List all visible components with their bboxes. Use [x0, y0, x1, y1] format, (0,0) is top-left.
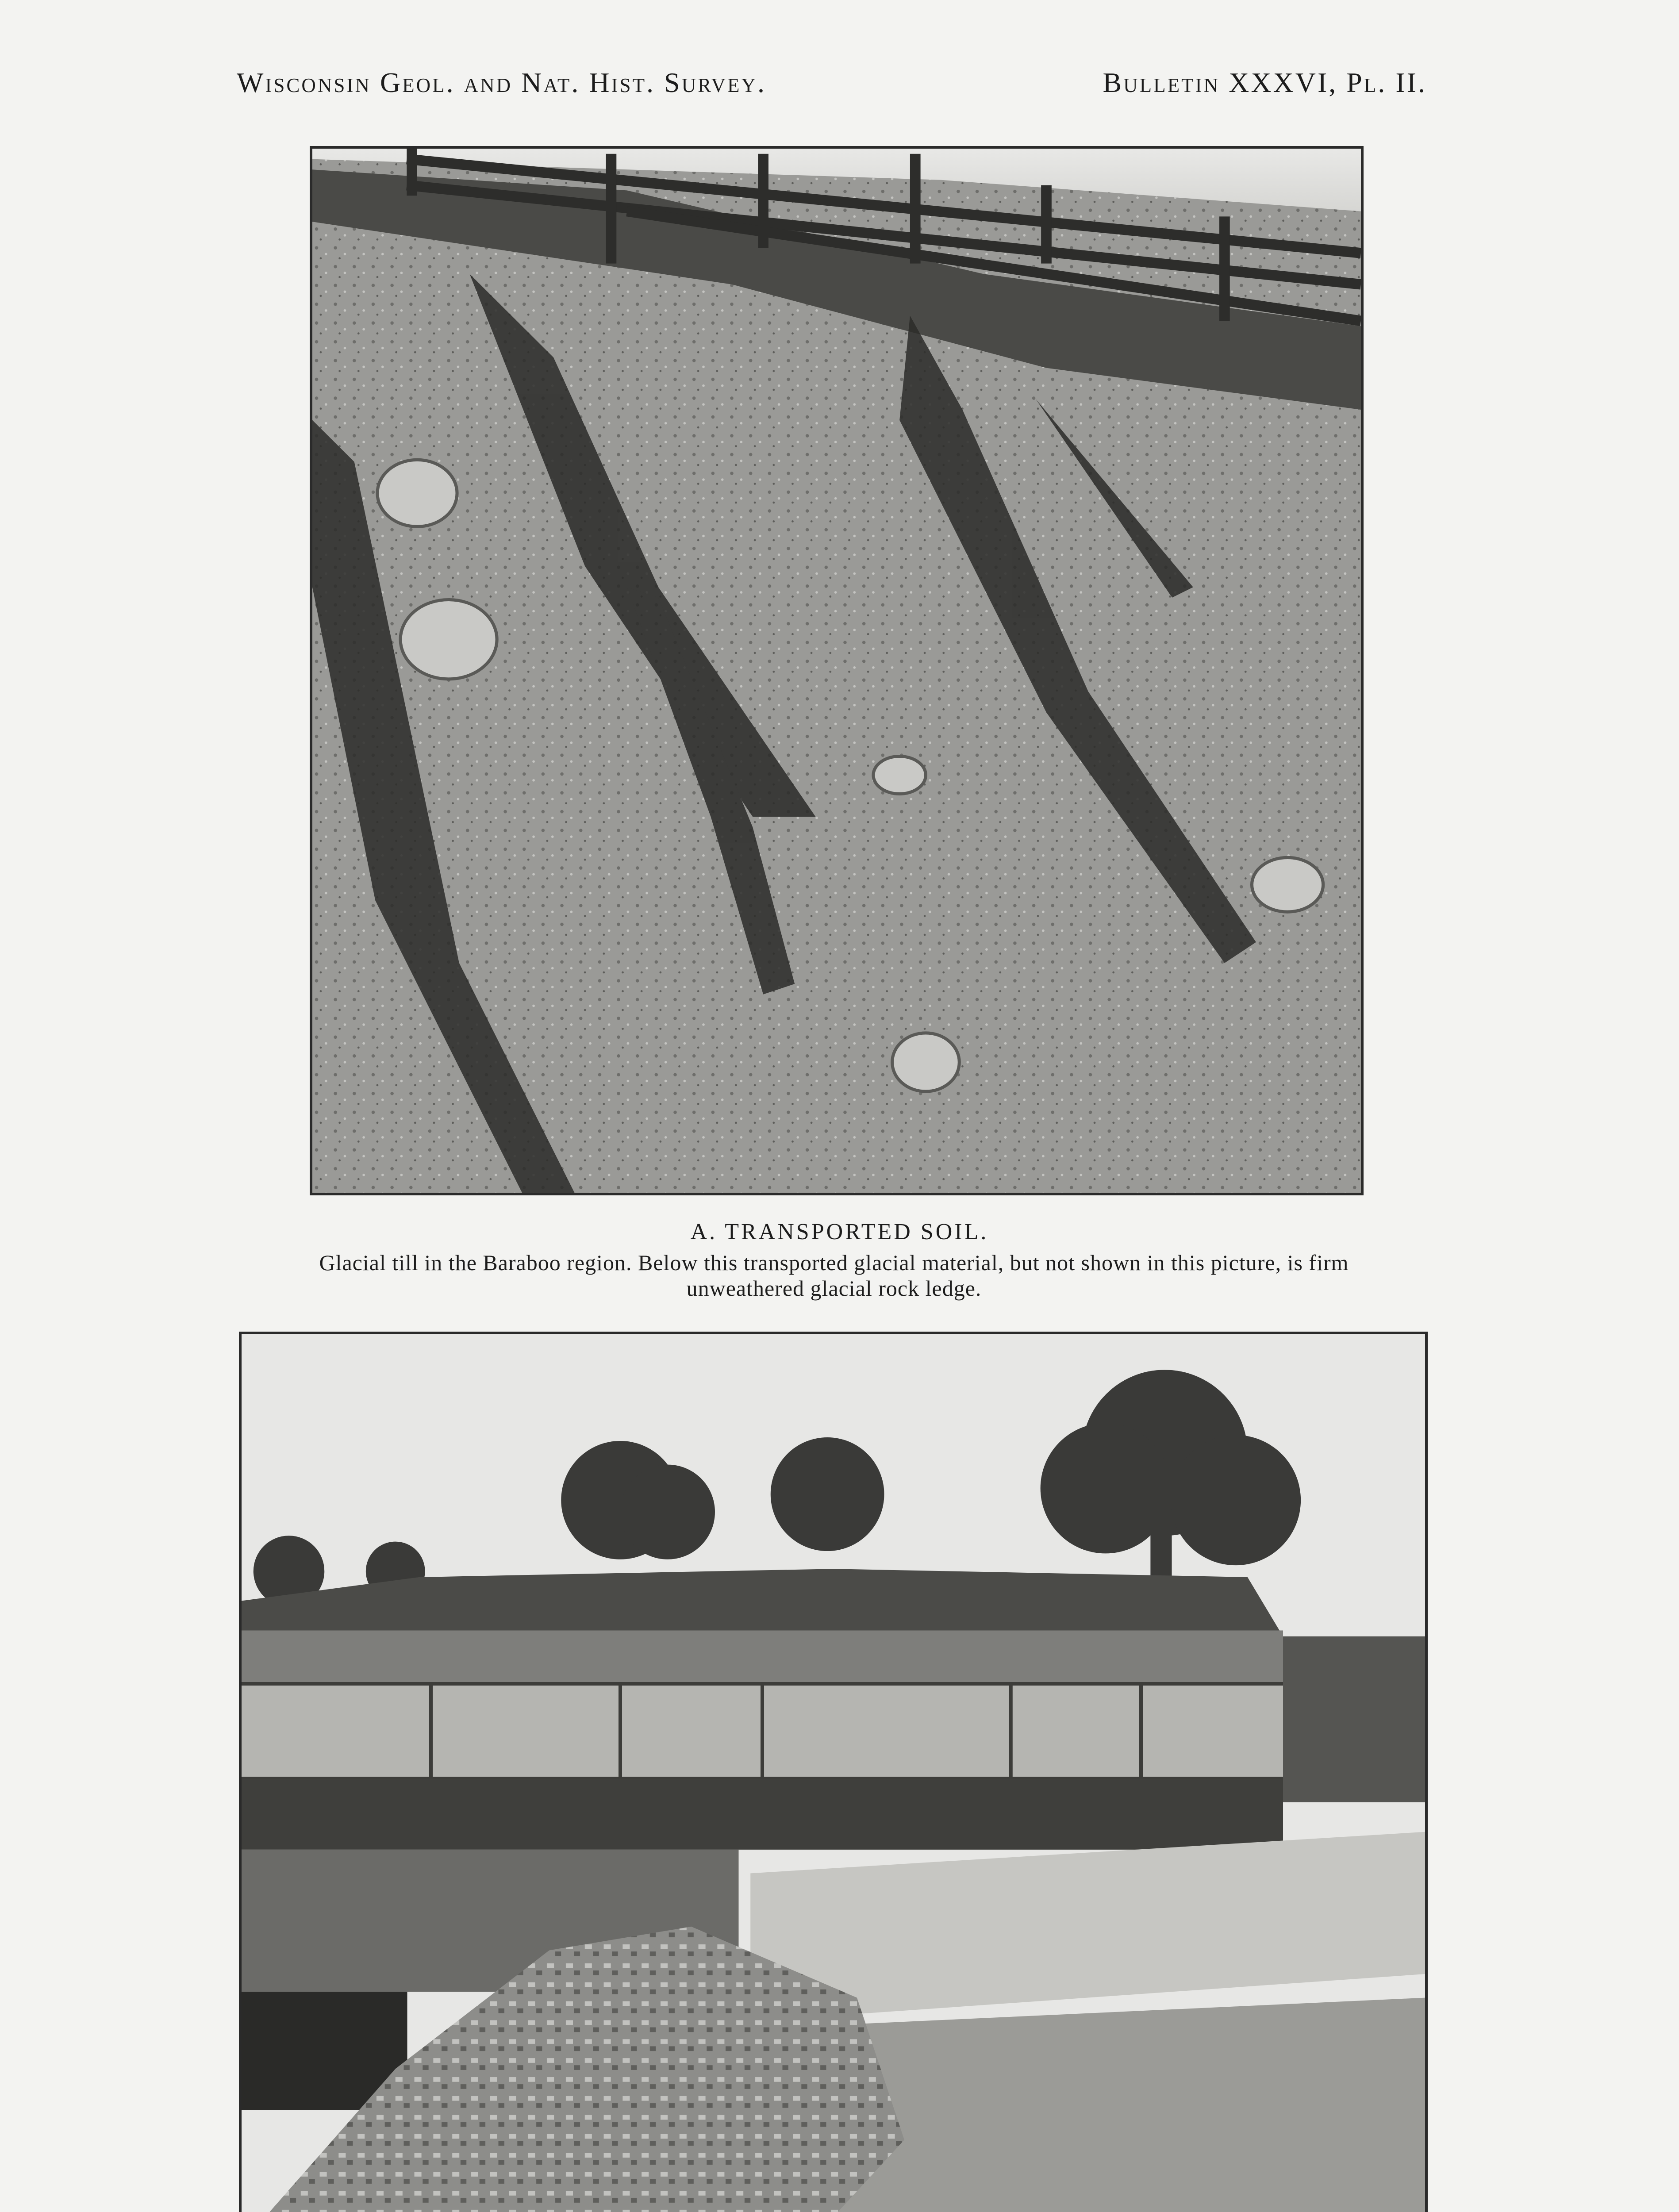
photo-residual-soil — [239, 1332, 1428, 2212]
photo-transported-soil — [310, 146, 1364, 1195]
figure-a-title: A. TRANSPORTED SOIL. — [690, 1219, 989, 1244]
running-header-left: Wisconsin Geol. and Nat. Hist. Survey. — [237, 67, 767, 98]
figure-a-caption: Glacial till in the Baraboo region. Below this transported glacial material, but not shown in this picture, is firm unweathered glacial rock ledge. — [319, 1250, 1349, 1301]
running-header-right: Bulletin XXXVI, Pl. II. — [1103, 67, 1427, 98]
